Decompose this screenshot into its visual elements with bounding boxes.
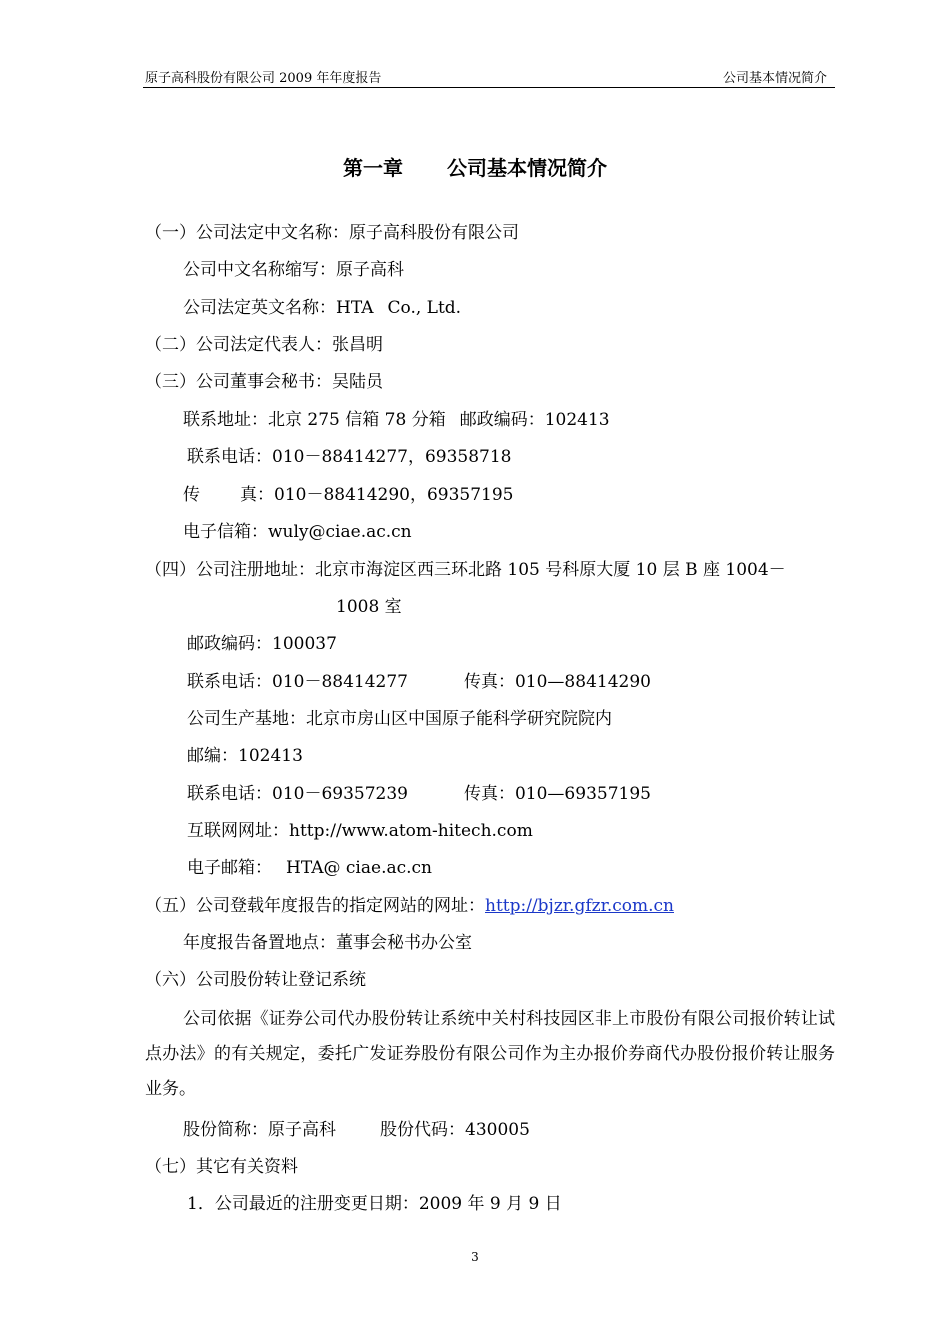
company-email-row: [187, 857, 432, 879]
transfer-system-title: （六）公司股份转让登记系统: [145, 970, 366, 990]
legal-en-name-suffix: Co., Ltd.: [387, 298, 462, 318]
board-secretary: （三）公司董事会秘书：吴陆员: [145, 372, 383, 392]
header-section-title: 公司基本情况简介: [722, 71, 827, 86]
registered-address-cont: 1008 室: [336, 597, 402, 617]
production-base: 公司生产基地：北京市房山区中国原子能科学研究院院内: [187, 709, 612, 729]
chapter-number: 第一章: [343, 156, 403, 180]
production-phone: 联系电话：010－69357239: [187, 784, 408, 804]
header-divider: [143, 87, 835, 88]
report-location: 年度报告备置地点：董事会秘书办公室: [183, 933, 472, 953]
stock-info-row: [183, 1119, 530, 1141]
registered-postcode: 邮政编码：100037: [187, 634, 337, 654]
company-email-label: 电子邮箱：: [187, 858, 272, 878]
legal-en-name-label: 公司法定英文名称：HTA: [183, 298, 374, 318]
transfer-system-paragraph: 公司依据《证券公司代办股份转让系统中关村科技园区非上市股份有限公司报价转让试点办法》的有关规定，委托广发证券股份有限公司作为主办报价券商代办股份报价转让服务业务。: [145, 1009, 835, 1099]
legal-representative: （二）公司法定代表人：张昌明: [145, 335, 383, 355]
registered-phone-fax-row: [187, 671, 651, 693]
production-phone-fax-row: [187, 783, 651, 805]
registration-change-date: 1．公司最近的注册变更日期：2009 年 9 月 9 日: [187, 1194, 562, 1214]
stock-code: 股份代码：430005: [380, 1120, 530, 1140]
registered-address: （四）公司注册地址：北京市海淀区西三环北路 105 号科原大厦 10 层 B 座 1004－: [145, 560, 786, 580]
chapter-title: 公司基本情况简介: [447, 156, 607, 180]
contact-postcode: 邮政编码：102413: [459, 410, 610, 430]
production-base-postcode: 邮编：102413: [187, 746, 303, 766]
contact-fax-label: 传: [183, 485, 200, 505]
report-site-row: [145, 895, 674, 917]
contact-address-row: [183, 409, 610, 431]
contact-fax-value: 真：010－88414290，69357195: [240, 485, 514, 505]
header-report-title: 原子高科股份有限公司 2009 年年度报告: [145, 71, 382, 86]
registered-fax: 传真：010—88414290: [463, 672, 651, 692]
stock-abbr: 股份简称：原子高科: [183, 1120, 336, 1140]
company-website: 互联网网址：http://www.atom-hitech.com: [187, 821, 533, 841]
chapter-heading: [0, 152, 950, 181]
page-number: 3: [471, 1250, 479, 1264]
report-site-label: （五）公司登载年度报告的指定网站的网址：: [145, 896, 485, 916]
other-info-title: （七）其它有关资料: [145, 1157, 298, 1177]
legal-en-name: [183, 297, 461, 319]
legal-cn-name: （一）公司法定中文名称：原子高科股份有限公司: [145, 223, 519, 243]
report-site-link[interactable]: http://bjzr.gfzr.com.cn: [485, 896, 674, 916]
contact-email: 电子信箱：wuly@ciae.ac.cn: [183, 522, 412, 542]
company-email-value: HTA@ ciae.ac.cn: [286, 858, 433, 878]
contact-address: 联系地址：北京 275 信箱 78 分箱: [183, 410, 446, 430]
production-fax: 传真：010—69357195: [463, 784, 651, 804]
registered-phone: 联系电话：010－88414277: [187, 672, 408, 692]
contact-phone: 联系电话：010－88414277，69358718: [187, 447, 512, 467]
contact-fax-row: [183, 484, 514, 506]
cn-name-abbr: 公司中文名称缩写：原子高科: [183, 260, 404, 280]
